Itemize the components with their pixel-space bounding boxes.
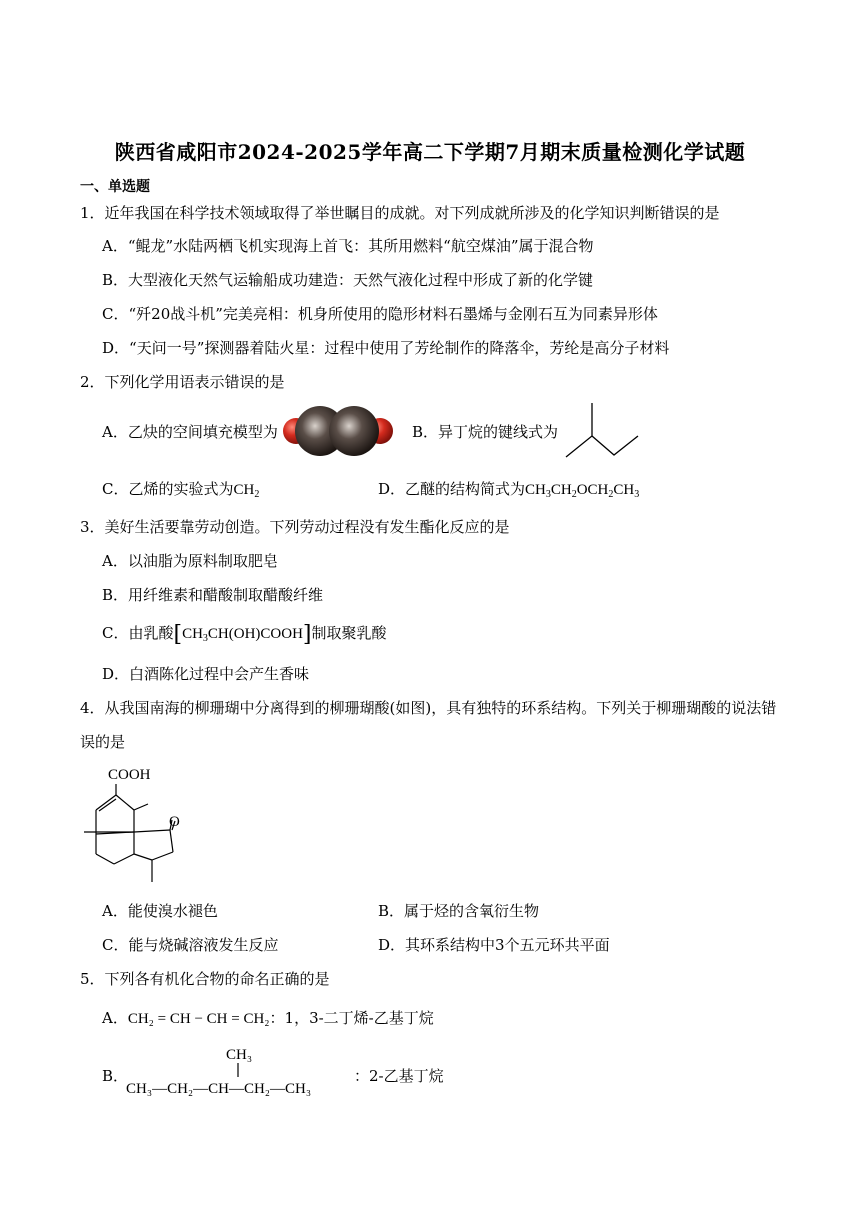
q2-option-a: A．乙炔的空间填充模型为 bbox=[102, 423, 278, 441]
q1-option-a: A．“鲲龙”水陆两栖飞机实现海上首飞：其所用燃料“航空煤油”属于混合物 bbox=[102, 237, 594, 255]
q5-option-a-name: ：1，3-二丁烯-乙基丁烷 bbox=[269, 1009, 434, 1027]
isobutane-skeletal-formula bbox=[566, 403, 640, 459]
lactic-acid-formula: $CH_3CH(OH)COOH$ bbox=[182, 626, 303, 644]
section-heading: 一、单选题 bbox=[80, 179, 150, 195]
q2-option-c bbox=[102, 479, 259, 500]
q2-stem: 2．下列化学用语表示错误的是 bbox=[80, 373, 285, 391]
butadiene-formula: CH₂ = CH − CH = CH₂ bbox=[127, 1011, 270, 1027]
q3-stem: 3．美好生活要靠劳动创造。下列劳动过程没有发生酯化反应的是 bbox=[80, 518, 510, 536]
q5-option-b-label: B． bbox=[102, 1067, 129, 1085]
q5-option-b-name: ：2-乙基丁烷 bbox=[354, 1067, 444, 1085]
q4-stem: 4．从我国南海的柳珊瑚中分离得到的柳珊瑚酸(如图)，具有独特的环系结构。下列关于柳珊瑚酸的说法错误的是 bbox=[80, 699, 777, 751]
q2-option-c-formula: $CH_2$ bbox=[233, 482, 260, 500]
cooh-label: COOH bbox=[108, 767, 151, 783]
q4-option-b: B．属于烃的含氧衍生物 bbox=[378, 902, 540, 920]
q3-option-c bbox=[102, 623, 387, 645]
methyl-branch: CH₃ bbox=[226, 1047, 253, 1063]
q5-option-a bbox=[102, 1008, 434, 1029]
left-bracket: [ bbox=[173, 622, 183, 647]
main-chain-formula: CH₃—CH₂—CH—CH₂—CH₃ bbox=[126, 1081, 312, 1097]
q2-option-d-text: D．乙醚的结构简式为 bbox=[378, 480, 526, 498]
q4-option-a: A．能使溴水褪色 bbox=[102, 902, 218, 920]
right-bracket: ] bbox=[302, 622, 312, 647]
q3-option-b: B．用纤维素和醋酸制取醋酸纤维 bbox=[102, 586, 324, 604]
carbon-atom-right bbox=[329, 406, 379, 456]
q1-option-c: C．“歼20战斗机”完美亮相：机身所使用的隐形材料石墨烯与金刚石互为同素异形体 bbox=[102, 305, 658, 323]
gorgonian-acid-structure bbox=[80, 764, 200, 886]
q3-option-c-pre: C．由乳酸 bbox=[102, 624, 174, 642]
q3-option-a: A．以油脂为原料制取肥皂 bbox=[102, 552, 278, 570]
q2-option-c-text: C．乙烯的实验式为 bbox=[102, 480, 234, 498]
page-title: 陕西省咸阳市2024-2025学年高二下学期7月期末质量检测化学试题 bbox=[114, 140, 746, 164]
q4-option-c: C．能与烧碱溶液发生反应 bbox=[102, 936, 279, 954]
ketone-o-label: O bbox=[169, 814, 180, 830]
q4-option-d: D．其环系结构中3个五元环共平面 bbox=[378, 936, 610, 954]
q2-option-d-formula: $CH_3CH_2OCH_2CH_3$ bbox=[525, 482, 640, 500]
q1-option-d: D．“天问一号”探测器着陆火星：过程中使用了芳纶制作的降落伞，芳纶是高分子材料 bbox=[102, 339, 670, 357]
q5-option-a-label: A． bbox=[102, 1009, 128, 1027]
q5-stem: 5．下列各有机化合物的命名正确的是 bbox=[80, 970, 330, 988]
q2-option-b: B．异丁烷的键线式为 bbox=[412, 423, 559, 441]
q1-stem: 1．近年我国在科学技术领域取得了举世瞩目的成就。对下列成就所涉及的化学知识判断错误的是 bbox=[80, 204, 720, 222]
q1-option-b: B．大型液化天然气运输船成功建造：天然气液化过程中形成了新的化学键 bbox=[102, 271, 594, 289]
q3-option-c-post: 制取聚乳酸 bbox=[311, 624, 387, 642]
acetylene-space-filling-model bbox=[282, 404, 394, 458]
q2-option-d bbox=[378, 479, 639, 500]
q3-option-d: D．白酒陈化过程中会产生香味 bbox=[102, 665, 310, 683]
branch-bond bbox=[236, 1063, 240, 1077]
